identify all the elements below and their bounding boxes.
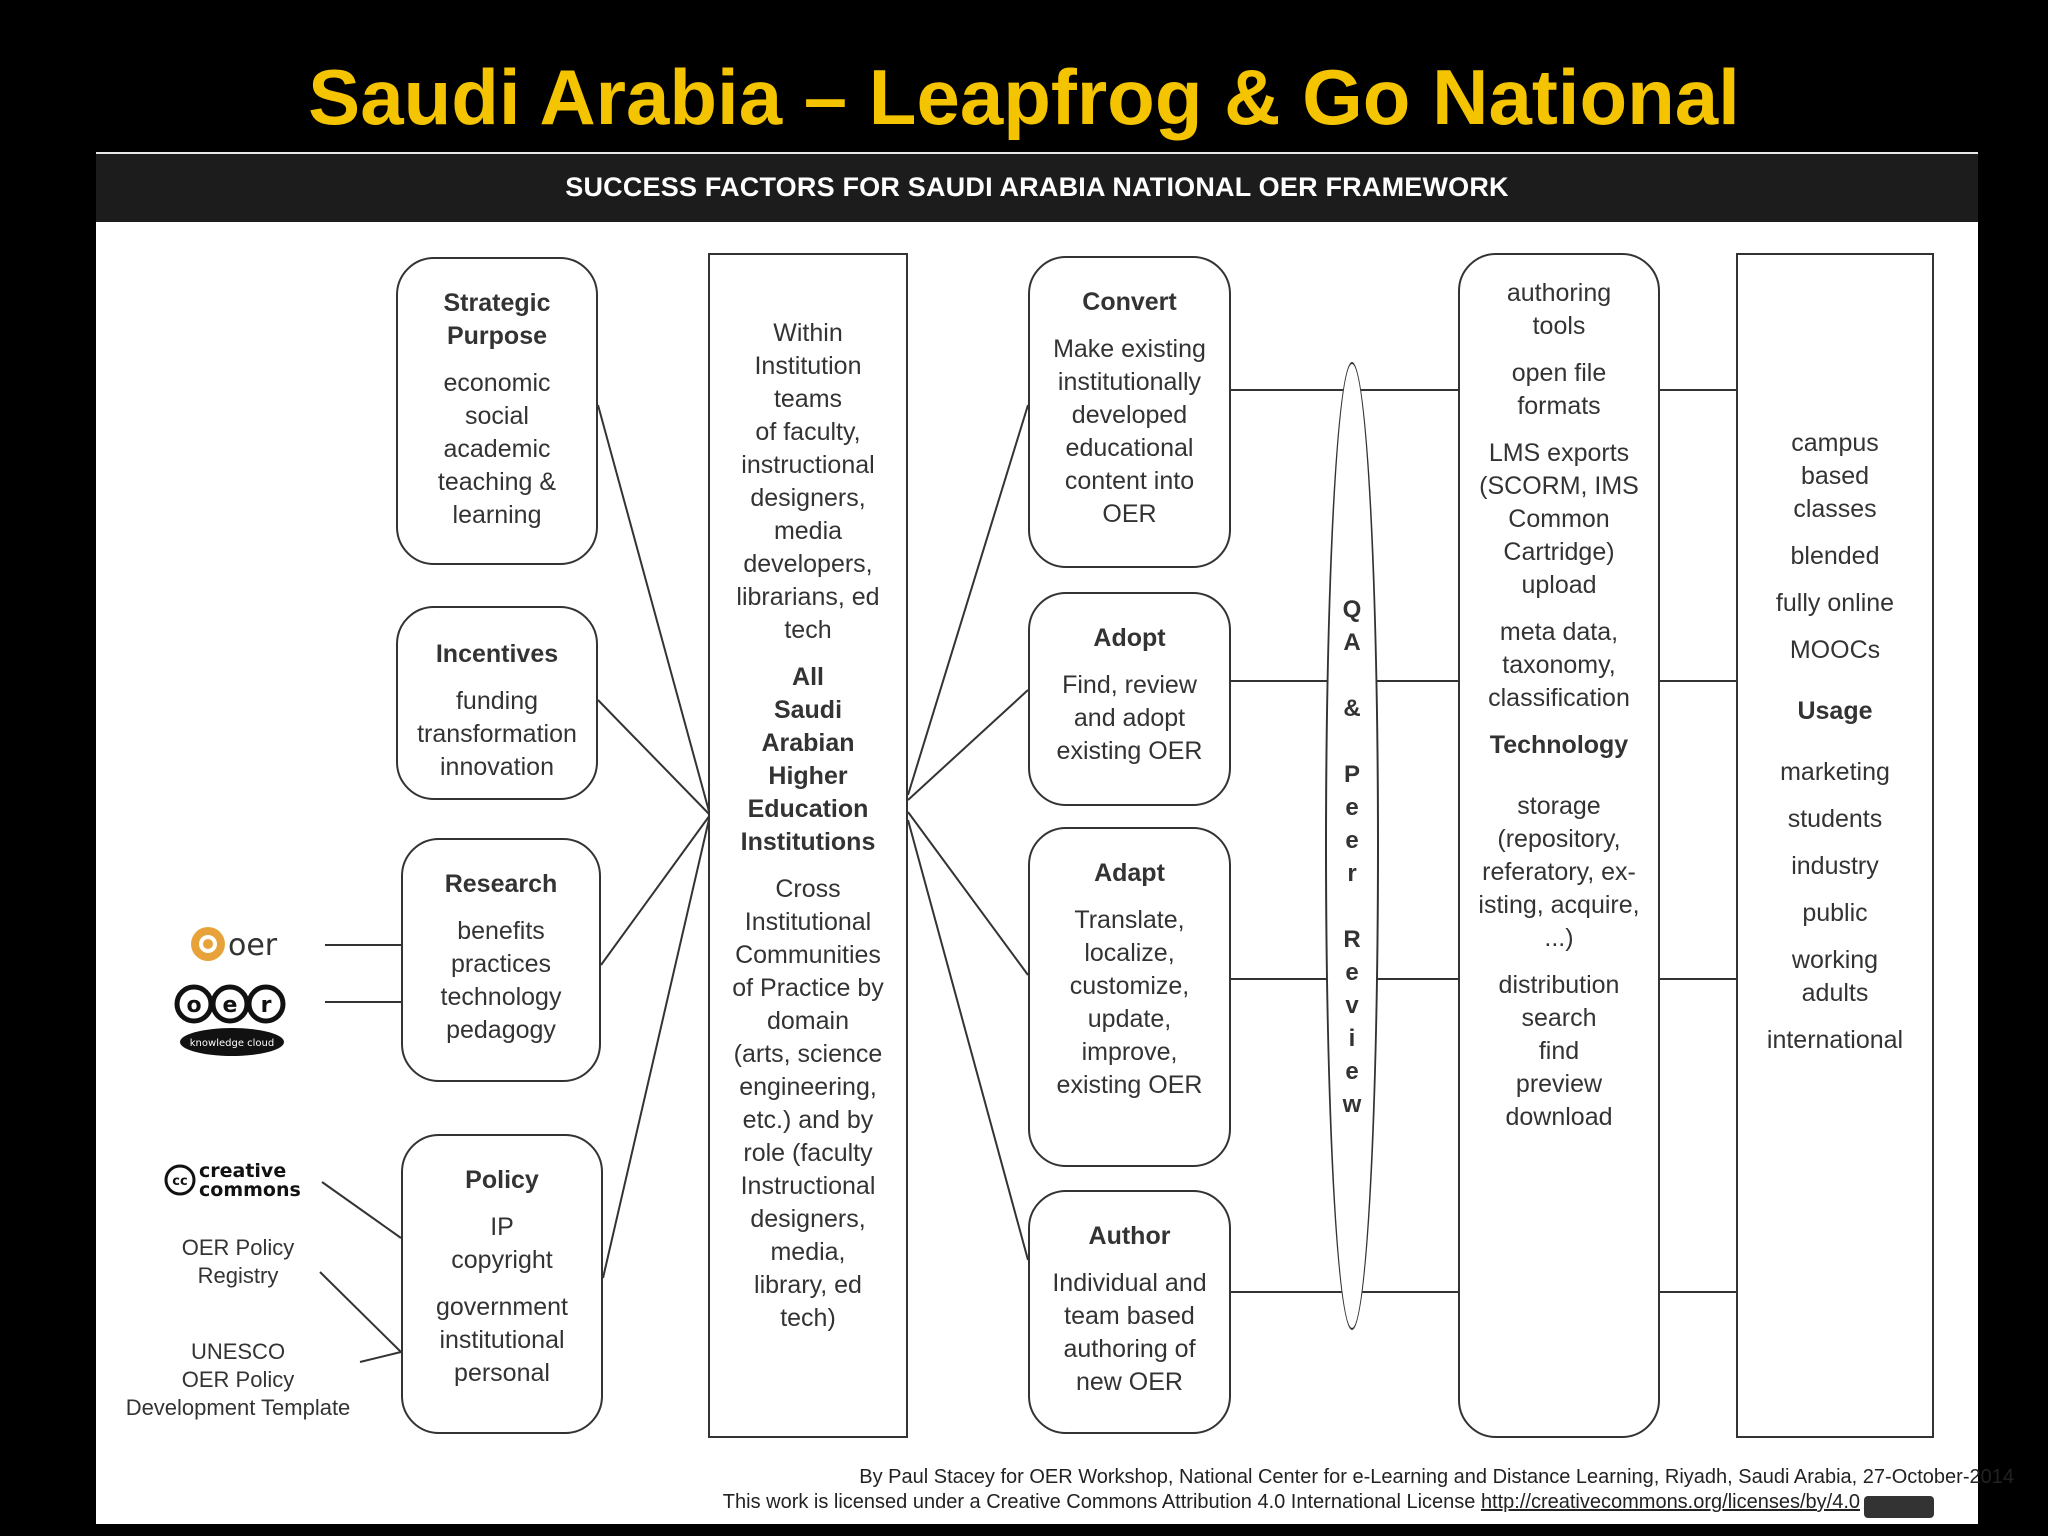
institutions-text: Institutional [744, 908, 872, 936]
factor-item: funding [455, 687, 539, 715]
activity-text: educational [1065, 434, 1194, 462]
factor-item: technology [440, 983, 562, 1011]
activity-text: team based [1064, 1302, 1195, 1330]
connector-adapt [908, 812, 1028, 975]
factor-item: copyright [451, 1246, 553, 1274]
side-source-text: Registry [197, 1263, 279, 1288]
oer-knowledge-logo-text: knowledge cloud [189, 1038, 275, 1049]
technology-item: referatory, ex- [1482, 858, 1636, 886]
technology-item: (repository, [1497, 825, 1621, 853]
institutions-label: Saudi [773, 696, 843, 724]
institutions-text: (arts, science [733, 1040, 883, 1068]
factor-research [401, 838, 601, 1082]
factor-item: social [465, 402, 529, 430]
activity-text: authoring of [1063, 1335, 1196, 1363]
qa-letter: e [1345, 827, 1359, 854]
usage-item: public [1802, 899, 1868, 927]
usage-item: based [1800, 462, 1870, 490]
license-line [723, 1491, 1860, 1514]
connector-unesco [360, 1352, 401, 1362]
technology-item: Common [1508, 505, 1610, 533]
factor-item: government [435, 1293, 569, 1321]
factor-item: IP [490, 1213, 514, 1241]
activity-convert [1028, 256, 1231, 568]
qa-letter: e [1345, 1058, 1359, 1085]
qa-letter: r [1347, 860, 1357, 887]
institutions-text: engineering, [739, 1073, 877, 1101]
activity-text: Translate, [1074, 906, 1185, 934]
institutions-text: tech) [780, 1304, 836, 1332]
activity-author [1028, 1190, 1231, 1434]
institutions-text: of faculty, [755, 418, 861, 446]
usage-item: classes [1793, 495, 1877, 523]
activity-text: developed [1071, 401, 1188, 429]
svg-text:cc: cc [172, 1174, 188, 1189]
svg-text:o: o [186, 993, 202, 1018]
usage-item: campus [1791, 429, 1879, 457]
qa-letter [1325, 659, 1379, 692]
activity-text: and adopt [1073, 704, 1186, 732]
technology-item: isting, acquire, [1478, 891, 1640, 919]
usage-column [1736, 253, 1934, 1438]
connector-cc [322, 1182, 401, 1238]
connector-strategic [598, 405, 710, 815]
activity-text: content into [1064, 467, 1195, 495]
slide-title: Saudi Arabia – Leapfrog & Go National [308, 53, 1740, 141]
factor-item: innovation [440, 753, 554, 781]
activity-text: customize, [1069, 972, 1190, 1000]
technology-item: taxonomy, [1502, 651, 1616, 679]
institutions-label: Education [747, 795, 869, 823]
activity-title: Adapt [1094, 859, 1165, 887]
factor-item: institutional [439, 1326, 565, 1354]
license-link[interactable]: http://creativecommons.org/licenses/by/4.0 [1480, 1491, 1860, 1513]
institutions-text: library, ed [754, 1271, 862, 1299]
factor-item: transformation [417, 720, 577, 748]
technology-column [1458, 253, 1660, 1438]
factor-item: learning [452, 501, 542, 529]
qa-letter: e [1345, 959, 1359, 986]
institutions-text: Cross [775, 875, 841, 903]
technology-item: LMS exports [1488, 439, 1630, 467]
oer-foundation-logo-text: oer [228, 928, 278, 963]
creative-commons-logo [162, 1158, 322, 1202]
technology-item: find [1538, 1037, 1580, 1065]
institutions-text: tech [784, 616, 832, 644]
factor-item: pedagogy [446, 1016, 556, 1044]
qa-letter: & [1343, 695, 1361, 722]
qa-letter: i [1348, 1025, 1356, 1052]
institutions-text: Instructional [740, 1172, 876, 1200]
connector-convert [908, 405, 1028, 795]
activity-text: existing OER [1056, 1071, 1203, 1099]
activity-text: Find, review [1062, 671, 1197, 699]
qa-letter [1325, 725, 1379, 758]
technology-item: authoring [1506, 279, 1612, 307]
factor-policy [401, 1134, 603, 1434]
activity-title: Convert [1082, 288, 1177, 316]
activity-title: Adopt [1093, 624, 1166, 652]
institutions-text: designers, [750, 484, 866, 512]
factor-title: Incentives [435, 640, 559, 668]
technology-item: open file [1511, 359, 1607, 387]
connector-author [908, 820, 1028, 1260]
qa-letter: R [1343, 926, 1361, 953]
usage-item: fully online [1775, 589, 1895, 617]
usage-item: marketing [1780, 758, 1890, 786]
side-source-text: Development Template [125, 1395, 351, 1420]
side-source-text: UNESCO [190, 1339, 286, 1364]
qa-letter: w [1342, 1091, 1362, 1118]
usage-label: Usage [1797, 697, 1873, 725]
institutions-text: instructional [741, 451, 875, 479]
technology-item: ...) [1544, 924, 1574, 952]
institutions-text: media [773, 517, 843, 545]
activity-text: update, [1087, 1005, 1172, 1033]
qa-review-label [1325, 593, 1379, 1121]
activity-text: Make existing [1053, 335, 1206, 363]
oer-knowledge-logo [170, 980, 294, 1058]
usage-item: international [1766, 1026, 1904, 1054]
license-text: This work is licensed under a Creative Commons Attribution 4.0 International License [722, 1491, 1481, 1513]
factor-item: teaching & [437, 468, 557, 496]
qa-letter: Q [1342, 596, 1362, 623]
oer-foundation-logo [188, 922, 292, 968]
institutions-text: role (faculty [743, 1139, 873, 1167]
svg-text:r: r [260, 993, 272, 1018]
activity-text: Individual and [1052, 1269, 1207, 1297]
activity-text: improve, [1081, 1038, 1178, 1066]
cc-by-badge [1864, 1496, 1934, 1518]
technology-item: tools [1532, 312, 1586, 340]
factor-strategic-purpose [396, 257, 598, 565]
institutions-text: of Practice by [732, 974, 884, 1002]
institutions-text: designers, [750, 1205, 866, 1233]
technology-item: (SCORM, IMS [1479, 472, 1639, 500]
institutions-text: teams [773, 385, 843, 413]
technology-item: distribution [1498, 971, 1620, 999]
qa-letter [1325, 890, 1379, 923]
usage-item: MOOCs [1789, 636, 1881, 664]
usage-item: industry [1791, 852, 1879, 880]
factor-item: personal [454, 1359, 550, 1387]
activity-text: OER [1102, 500, 1157, 528]
activity-text: new OER [1076, 1368, 1183, 1396]
technology-item: meta data, [1499, 618, 1619, 646]
institutions-text: domain [767, 1007, 849, 1035]
factor-title: Research [444, 870, 558, 898]
factor-title: Strategic [443, 289, 551, 317]
activity-text: institutionally [1057, 368, 1202, 396]
connector-policy [603, 815, 710, 1278]
institutions-text: Communities [735, 941, 881, 969]
creative-commons-logo-text: creative [199, 1160, 287, 1182]
usage-item: students [1787, 805, 1883, 833]
framework-header: SUCCESS FACTORS FOR SAUDI ARABIA NATIONAL OER FRAMEWORK [96, 152, 1978, 222]
activity-adopt [1028, 592, 1231, 806]
connector-incentives [598, 700, 710, 815]
institutions-text: etc.) and by [742, 1106, 874, 1134]
factor-title: Policy [465, 1166, 539, 1194]
credit-line: By Paul Stacey for OER Workshop, National Center for e-Learning and Distance Learning, Riyadh, Saudi Arabia, 27-October-2014 [859, 1466, 2014, 1488]
technology-item: upload [1521, 571, 1597, 599]
technology-item: storage [1517, 792, 1601, 820]
technology-item: Cartridge) [1503, 538, 1615, 566]
institutions-text: media, [770, 1238, 846, 1266]
usage-item: working [1791, 946, 1879, 974]
institutions-label: All [792, 663, 824, 691]
unesco-policy-template [112, 1338, 364, 1422]
connector-adopt [908, 690, 1028, 800]
institutions-label: Arabian [761, 729, 855, 757]
institutions-text: librarians, ed [736, 583, 880, 611]
institutions-text: Institution [754, 352, 862, 380]
institutions-text: developers, [743, 550, 873, 578]
technology-item: classification [1488, 684, 1630, 712]
svg-text:e: e [222, 993, 238, 1018]
institutions-label: Institutions [740, 828, 876, 856]
institutions-column [708, 253, 908, 1438]
factor-item: practices [450, 950, 552, 978]
technology-item: search [1521, 1004, 1597, 1032]
oer-policy-registry [158, 1234, 318, 1290]
activity-adapt [1028, 827, 1231, 1167]
factor-item: academic [443, 435, 551, 463]
factor-title: Purpose [446, 322, 548, 350]
usage-item: adults [1801, 979, 1869, 1007]
technology-item: preview [1515, 1070, 1603, 1098]
factor-incentives [396, 606, 598, 800]
factor-item: benefits [457, 917, 545, 945]
creative-commons-logo-text: commons [199, 1179, 301, 1201]
technology-label: Technology [1489, 731, 1629, 759]
factor-item: economic [443, 369, 551, 397]
institutions-text: Within [773, 319, 843, 347]
qa-letter: v [1345, 992, 1359, 1019]
technology-item: formats [1517, 392, 1601, 420]
institutions-label: Higher [768, 762, 848, 790]
side-source-text: OER Policy [181, 1367, 295, 1392]
activity-title: Author [1088, 1222, 1171, 1250]
technology-item: download [1505, 1103, 1613, 1131]
activity-text: localize, [1084, 939, 1175, 967]
usage-item: blended [1790, 542, 1880, 570]
side-source-text: OER Policy [181, 1235, 295, 1260]
qa-letter: P [1343, 761, 1360, 788]
qa-letter: A [1343, 629, 1361, 656]
activity-text: existing OER [1056, 737, 1203, 765]
qa-letter: e [1345, 794, 1359, 821]
